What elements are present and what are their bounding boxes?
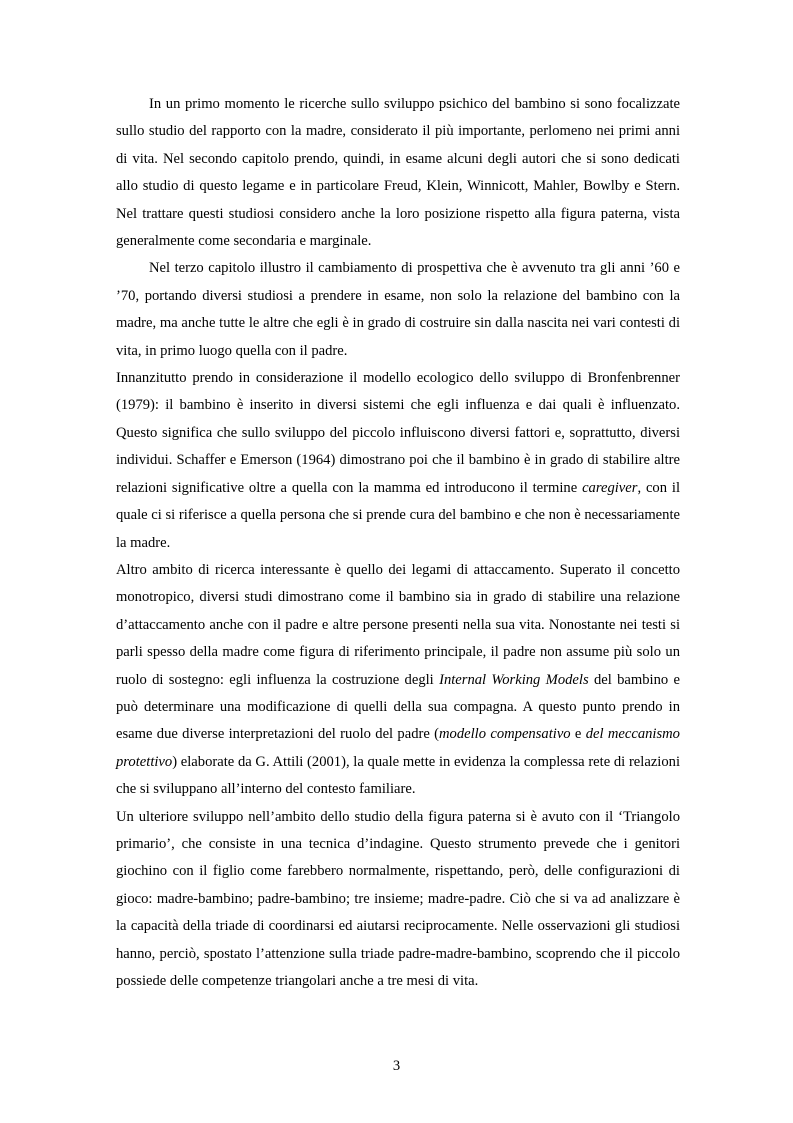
- paragraph-2: [116, 255, 680, 365]
- paragraph-5-text: Un ulteriore sviluppo nell’ambito dello studio della figura paterna si è avuto con il ‘Triangolo primario’, che consiste in una tecnica d’indagine. Questo strumento prevede che i genitori giochino con il figlio come farebbero normalmente, rispettando, però, delle configurazioni di gioco: madre-bambino; padre-bambino; tre insieme; madre-padre. Ciò che si va ad analizzare è la capacità della triade di coordinarsi ed aiutarsi reciprocamente. Nelle osservazioni gli studiosi hanno, perciò, spostato l’attenzione sulla triade padre-madre-bambino, scoprendo che il piccolo possiede delle competenze triangolari anche a tre mesi di vita.: [116, 808, 680, 989]
- term-caregiver: caregiver: [582, 479, 638, 496]
- page-number: 3: [392, 1058, 401, 1074]
- paragraph-3: [116, 365, 680, 557]
- paragraph-1-text: In un primo momento le ricerche sullo sviluppo psichico del bambino si sono focalizzate sullo studio del rapporto con la madre, considerato il più importante, perlomeno nei primi anni di vita. Nel secondo capitolo prendo, quindi, in esame alcuni degli autori che si sono dedicati allo studio di questo legame e in particolare Freud, Klein, Winnicott, Mahler, Bowlby e Stern. Nel trattare questi studiosi considero anche la loro posizione rispetto alla figura paterna, vista generalmente come secondaria e marginale.: [116, 96, 680, 250]
- paragraph-5: [116, 804, 680, 996]
- paragraph-4-text-a: Altro ambito di ricerca interessante è quello dei legami di attaccamento. Superato il concetto monotropico, diversi studi dimostrano come il bambino sia in grado di stabilire una relazione d’attaccamento anche con il padre e altre persone presenti nella sua vita. Nonostante nei testi si parli spesso della madre come figura di riferimento principale, il padre non assume più solo un ruolo di sostegno: egli influenza la costruzione degli: [116, 561, 680, 688]
- paragraph-1: [116, 91, 680, 255]
- paragraph-3-text-b: , con il quale ci si riferisce a quella persona che si prende cura del bambino e che non è necessariamente la madre.: [116, 479, 680, 551]
- paragraph-3-text-a: Innanzitutto prendo in considerazione il modello ecologico dello sviluppo di Bronfenbrenner (1979): il bambino è inserito in diversi sistemi che egli influenza e dai quali è influenzato. Questo significa che sullo sviluppo del piccolo influiscono diversi fattori e, soprattutto, diversi individui. Schaffer e Emerson (1964) dimostrano poi che il bambino è in grado di stabilire altre relazioni significative oltre a quella con la mamma ed introducono il termine: [116, 370, 680, 496]
- paragraph-4-text-b: del bambino e può determinare una modificazione di quelli della sua compagna. A questo punto prendo in esame due diverse interpretazioni del ruolo del padre (: [116, 671, 681, 743]
- paragraph-2-text: Nel terzo capitolo illustro il cambiamento di prospettiva che è avvenuto tra gli anni ’60 e ’70, portando diversi studiosi a prendere in esame, non solo la relazione del bambino con la madre, ma anche tutte le altre che egli è in grado di costruire sin dalla nascita nei vari contesti di vita, in primo luogo quella con il padre.: [116, 260, 680, 359]
- term-meccanismo-protettivo: del meccanismo protettivo: [116, 726, 680, 770]
- paragraph-4-text-d: ) elaborate da G. Attili (2001), la quale mette in evidenza la complessa rete di relazioni che si sviluppano all’interno del contesto familiare.: [116, 753, 680, 798]
- term-internal-working-models: Internal Working Models: [439, 671, 589, 688]
- paragraph-4: [116, 557, 680, 804]
- body-text: [116, 91, 680, 995]
- paragraph-4-text-c: e: [570, 726, 586, 743]
- term-modello-compensativo: modello compensativo: [439, 726, 571, 743]
